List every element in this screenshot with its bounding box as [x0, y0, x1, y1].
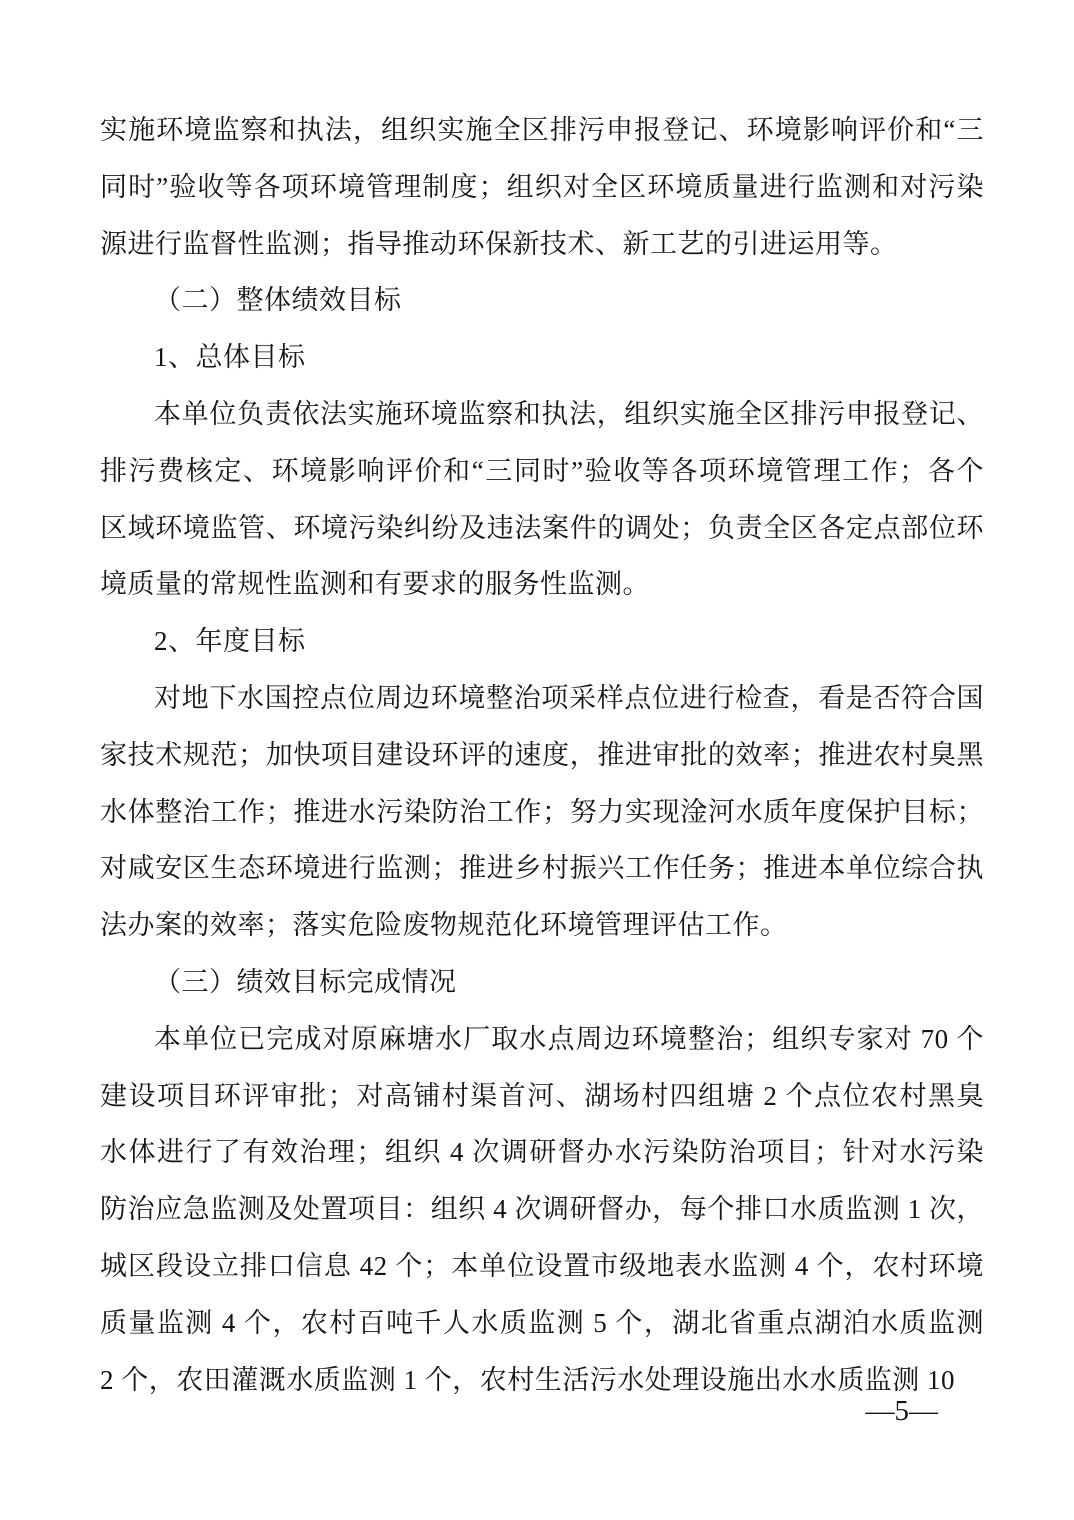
text-line: 水体进行了有效治理；组织 4 次调研督办水污染防治项目；针对水污染	[100, 1137, 984, 1168]
text-line: 2、年度目标	[154, 626, 306, 657]
text-line: 本单位已完成对原麻塘水厂取水点周边环境整治；组织专家对 70 个	[154, 1023, 984, 1054]
text-line: 本单位负责依法实施环境监察和执法，组织实施全区排污申报登记、	[154, 398, 984, 429]
text-line: 区域环境监管、环境污染纠纷及违法案件的调处；负责全区各定点部位环	[100, 512, 984, 543]
text-line: 质量监测 4 个，农村百吨千人水质监测 5 个，湖北省重点湖泊水质监测	[100, 1307, 984, 1338]
document-body	[100, 102, 984, 1408]
text-line: 实施环境监察和执法，组织实施全区排污申报登记、环境影响评价和“三	[100, 115, 984, 145]
text-line: 防治应急监测及处置项目：组织 4 次调研督办，每个排口水质监测 1 次，	[100, 1194, 984, 1225]
text-line: 2 个，农田灌溉水质监测 1 个，农村生活污水处理设施出水水质监测 10	[100, 1364, 955, 1395]
text-line: 排污费核定、环境影响评价和“三同时”验收等各项环境管理工作；各个	[100, 455, 984, 486]
text-line: 1、总体目标	[154, 342, 306, 373]
text-line: 水体整治工作；推进水污染防治工作；努力实现淦河水质年度保护目标；	[100, 796, 984, 827]
text-line: 建设项目环评审批；对高铺村渠首河、湖场村四组塘 2 个点位农村黑臭	[100, 1080, 984, 1111]
text-line: 对地下水国控点位周边环境整治项采样点位进行检查，看是否符合国	[154, 682, 984, 713]
text-line: 法办案的效率；落实危险废物规范化环境管理评估工作。	[100, 910, 788, 941]
text-line: 境质量的常规性监测和有要求的服务性监测。	[100, 569, 650, 600]
text-line: 源进行监督性监测；指导推动环保新技术、新工艺的引进运用等。	[100, 228, 898, 259]
text-line: （三）绩效目标完成情况	[154, 966, 457, 997]
text-line: 家技术规范；加快项目建设环评的速度，推进审批的效率；推进农村臭黑	[100, 739, 984, 770]
text-line: 城区段设立排口信息 42 个；本单位设置市级地表水监测 4 个，农村环境	[100, 1250, 984, 1281]
text-line: 同时”验收等各项环境管理制度；组织对全区环境质量进行监测和对污染	[100, 171, 984, 202]
text-line: 对咸安区生态环境进行监测；推进乡村振兴工作任务；推进本单位综合执	[100, 853, 984, 884]
page-number: —5—	[865, 1395, 938, 1427]
text-line: （二）整体绩效目标	[154, 285, 402, 316]
